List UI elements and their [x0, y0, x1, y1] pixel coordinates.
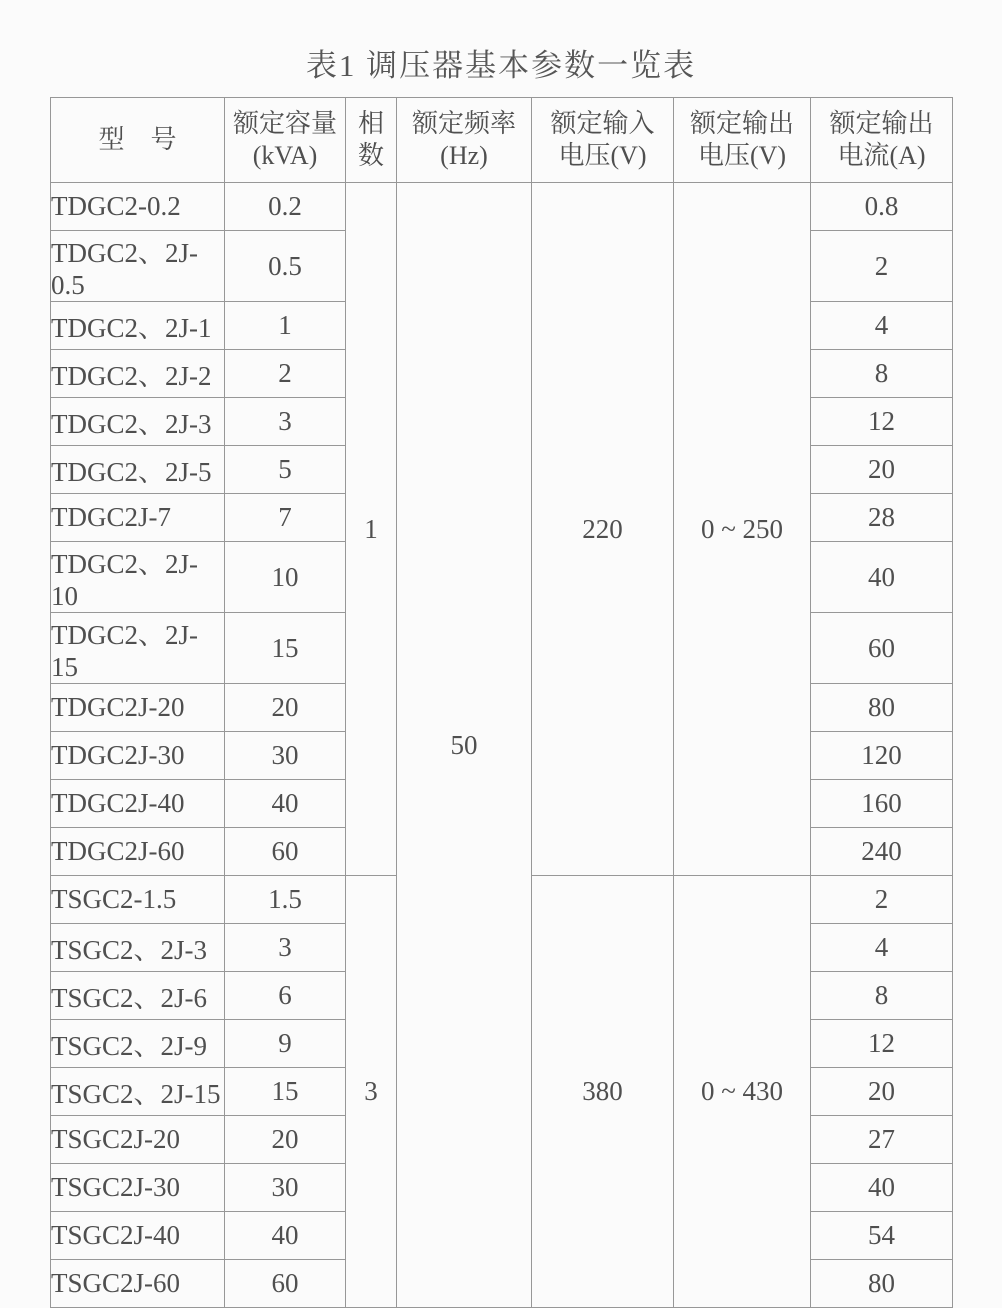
output-current-cell: 120 — [811, 732, 953, 780]
capacity-cell: 1 — [225, 302, 346, 350]
model-cell: TSGC2J-20 — [51, 1116, 225, 1164]
header-frequency-line1: 额定频率 — [411, 109, 516, 139]
model-cell: TDGC2J-7 — [51, 494, 225, 542]
model-cell: TDGC2、2J-3 — [51, 398, 225, 446]
capacity-cell: 40 — [225, 1212, 346, 1260]
header-frequency — [397, 98, 532, 183]
header-input-voltage — [532, 98, 674, 183]
capacity-cell: 7 — [225, 494, 346, 542]
model-cell: TSGC2-1.5 — [51, 876, 225, 924]
table-row — [51, 183, 953, 231]
header-output-current-line2: 电流(A) — [837, 141, 926, 170]
frequency-cell: 50 — [397, 183, 532, 1308]
output-current-cell: 160 — [811, 780, 953, 828]
output-current-cell: 2 — [811, 231, 953, 302]
capacity-cell: 6 — [225, 972, 346, 1020]
header-phase-line1: 相 — [357, 109, 384, 139]
output-current-cell: 4 — [811, 302, 953, 350]
capacity-cell: 30 — [225, 732, 346, 780]
model-cell: TSGC2J-40 — [51, 1212, 225, 1260]
model-cell: TDGC2、2J-15 — [51, 613, 225, 684]
capacity-cell: 15 — [225, 613, 346, 684]
header-capacity-line2: (kVA) — [252, 141, 318, 170]
output-current-cell: 2 — [811, 876, 953, 924]
capacity-cell: 2 — [225, 350, 346, 398]
header-capacity-line1: 额定容量 — [232, 109, 337, 139]
header-output-voltage — [674, 98, 811, 183]
header-model-line1: 型 号 — [98, 125, 177, 155]
header-model — [51, 98, 225, 183]
output-current-cell: 8 — [811, 350, 953, 398]
output-current-cell: 28 — [811, 494, 953, 542]
capacity-cell: 10 — [225, 542, 346, 613]
capacity-cell: 20 — [225, 684, 346, 732]
output-current-cell: 12 — [811, 398, 953, 446]
output-current-cell: 240 — [811, 828, 953, 876]
output-current-cell: 20 — [811, 446, 953, 494]
table-header-row — [51, 98, 953, 183]
output-current-cell: 12 — [811, 1020, 953, 1068]
capacity-cell: 60 — [225, 1260, 346, 1308]
output-current-cell: 80 — [811, 1260, 953, 1308]
output-current-cell: 20 — [811, 1068, 953, 1116]
table-body — [51, 183, 953, 1308]
capacity-cell: 1.5 — [225, 876, 346, 924]
model-cell: TDGC2、2J-2 — [51, 350, 225, 398]
output-current-cell: 60 — [811, 613, 953, 684]
model-cell: TSGC2、2J-6 — [51, 972, 225, 1020]
header-output-current — [811, 98, 953, 183]
model-cell: TSGC2J-30 — [51, 1164, 225, 1212]
capacity-cell: 3 — [225, 924, 346, 972]
model-cell: TSGC2、2J-9 — [51, 1020, 225, 1068]
capacity-cell: 3 — [225, 398, 346, 446]
header-frequency-line2: (Hz) — [440, 141, 488, 170]
header-phase-line2: 数 — [357, 141, 384, 170]
phase-cell: 1 — [346, 183, 397, 876]
header-output-current-line1: 额定输出 — [829, 109, 934, 139]
output-current-cell: 54 — [811, 1212, 953, 1260]
output-current-cell: 8 — [811, 972, 953, 1020]
model-cell: TDGC2J-30 — [51, 732, 225, 780]
model-cell: TSGC2、2J-3 — [51, 924, 225, 972]
output-current-cell: 80 — [811, 684, 953, 732]
capacity-cell: 40 — [225, 780, 346, 828]
output-current-cell: 27 — [811, 1116, 953, 1164]
output-voltage-cell: 0 ~ 250 — [674, 183, 811, 876]
model-cell: TDGC2-0.2 — [51, 183, 225, 231]
capacity-cell: 15 — [225, 1068, 346, 1116]
header-input-voltage-line1: 额定输入 — [550, 109, 655, 139]
capacity-cell: 30 — [225, 1164, 346, 1212]
header-output-voltage-line2: 电压(V) — [697, 141, 787, 170]
capacity-cell: 0.2 — [225, 183, 346, 231]
capacity-cell: 20 — [225, 1116, 346, 1164]
header-output-voltage-line1: 额定输出 — [689, 109, 794, 139]
header-phase — [346, 98, 397, 183]
header-input-voltage-line2: 电压(V) — [558, 141, 647, 170]
capacity-cell: 60 — [225, 828, 346, 876]
input-voltage-cell: 220 — [532, 183, 674, 876]
output-current-cell: 4 — [811, 924, 953, 972]
output-current-cell: 40 — [811, 542, 953, 613]
model-cell: TDGC2J-60 — [51, 828, 225, 876]
output-current-cell: 0.8 — [811, 183, 953, 231]
header-capacity — [225, 98, 346, 183]
model-cell: TDGC2J-20 — [51, 684, 225, 732]
model-cell: TDGC2J-40 — [51, 780, 225, 828]
page-title: 表1 调压器基本参数一览表 — [305, 48, 697, 83]
model-cell: TSGC2、2J-15 — [51, 1068, 225, 1116]
model-cell: TSGC2J-60 — [51, 1260, 225, 1308]
model-cell: TDGC2、2J-1 — [51, 302, 225, 350]
capacity-cell: 9 — [225, 1020, 346, 1068]
model-cell: TDGC2、2J-10 — [51, 542, 225, 613]
output-current-cell: 40 — [811, 1164, 953, 1212]
model-cell: TDGC2、2J-5 — [51, 446, 225, 494]
capacity-cell: 0.5 — [225, 231, 346, 302]
capacity-cell: 5 — [225, 446, 346, 494]
input-voltage-cell: 380 — [532, 876, 674, 1308]
model-cell: TDGC2、2J-0.5 — [51, 231, 225, 302]
phase-cell: 3 — [346, 876, 397, 1308]
output-voltage-cell: 0 ~ 430 — [674, 876, 811, 1308]
regulator-params-table — [50, 97, 953, 1308]
